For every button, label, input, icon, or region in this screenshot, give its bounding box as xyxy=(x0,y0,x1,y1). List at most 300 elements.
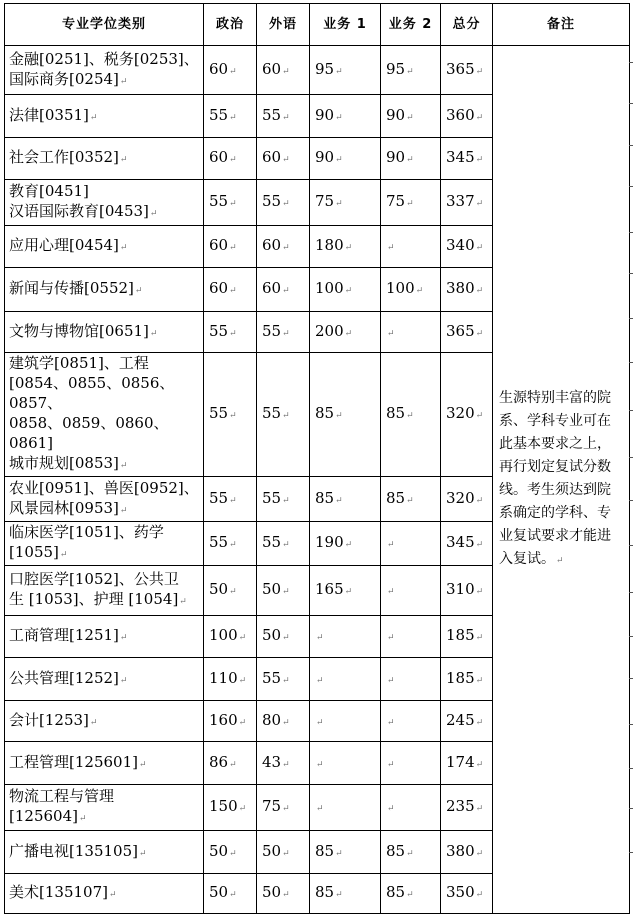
cell-subject2 xyxy=(381,616,441,658)
cell-category xyxy=(5,180,204,226)
paragraph-mark: ↵ xyxy=(282,66,290,77)
paragraph-mark: ↵ xyxy=(138,759,147,770)
edge-tick xyxy=(629,145,633,146)
cell-text: 90 xyxy=(315,105,335,124)
cell-text: 广播电视[135105] xyxy=(9,841,138,860)
cell-text: 90 xyxy=(386,148,406,166)
paragraph-mark: ↵ xyxy=(282,804,290,814)
cell-subject2 xyxy=(381,831,441,874)
cell-text: 180 xyxy=(315,236,344,254)
paragraph-mark: ↵ xyxy=(282,155,290,165)
cell-language xyxy=(257,874,310,914)
paragraph-mark: ↵ xyxy=(119,461,128,471)
paragraph-mark: ↵ xyxy=(344,243,353,253)
cell-category xyxy=(5,138,204,180)
cell-text: 文物与博物馆[0651] xyxy=(9,321,149,340)
cell-text: 365 xyxy=(446,321,475,340)
edge-tick xyxy=(629,410,633,411)
cell-text: 345 xyxy=(446,148,475,166)
paragraph-mark: ↵ xyxy=(406,848,414,859)
cell-text: 190 xyxy=(315,533,344,551)
cell-text: 245 xyxy=(446,710,475,729)
paragraph-mark: ↵ xyxy=(387,717,395,728)
cell-text: 60 xyxy=(209,148,229,166)
cell-total xyxy=(441,180,493,226)
paragraph-mark: ↵ xyxy=(475,411,484,421)
cell-category xyxy=(5,616,204,658)
paragraph-mark: ↵ xyxy=(229,759,237,770)
edge-tick xyxy=(629,724,633,725)
cell-subject1 xyxy=(310,477,381,522)
cell-politics xyxy=(204,616,257,658)
cell-text: 物流工程与管理 [125604] xyxy=(9,787,115,825)
cell-category xyxy=(5,831,204,874)
cell-total xyxy=(441,616,493,658)
paragraph-mark: ↵ xyxy=(229,199,237,209)
paragraph-mark: ↵ xyxy=(59,550,68,560)
paragraph-mark: ↵ xyxy=(316,759,324,770)
score-table xyxy=(4,3,630,914)
paragraph-mark: ↵ xyxy=(149,209,158,219)
cell-text: 85 xyxy=(315,841,335,860)
header-category: 专业学位类别 xyxy=(5,4,204,46)
cell-subject1 xyxy=(310,180,381,226)
cell-subject2 xyxy=(381,226,441,268)
cell-text: 75 xyxy=(315,192,335,210)
cell-subject1 xyxy=(310,874,381,914)
cell-category xyxy=(5,658,204,701)
cell-subject2 xyxy=(381,742,441,785)
cell-text: 会计[1253] xyxy=(9,710,89,729)
cell-subject2 xyxy=(381,785,441,831)
cell-subject1 xyxy=(310,138,381,180)
cell-text: 85 xyxy=(386,841,406,860)
paragraph-mark: ↵ xyxy=(238,675,247,686)
paragraph-mark: ↵ xyxy=(387,587,395,597)
cell-text: 农业[0951]、兽医[0952]、 风景园林[0953] xyxy=(9,478,199,517)
cell-text: 85 xyxy=(386,488,406,507)
paragraph-mark: ↵ xyxy=(138,848,147,859)
cell-politics xyxy=(204,353,257,477)
paragraph-mark: ↵ xyxy=(282,199,290,209)
paragraph-mark: ↵ xyxy=(108,890,117,900)
cell-text: 55 xyxy=(262,192,282,210)
cell-category xyxy=(5,226,204,268)
paragraph-mark: ↵ xyxy=(335,66,343,77)
paragraph-mark: ↵ xyxy=(335,495,343,506)
cell-subject1 xyxy=(310,268,381,312)
edge-tick xyxy=(629,545,633,546)
paragraph-mark: ↵ xyxy=(78,814,87,824)
paragraph-mark: ↵ xyxy=(282,717,290,728)
paragraph-mark: ↵ xyxy=(282,495,290,506)
cell-text: 90 xyxy=(386,105,406,124)
paragraph-mark: ↵ xyxy=(119,505,128,516)
cell-politics xyxy=(204,312,257,353)
paragraph-mark: ↵ xyxy=(149,328,158,339)
cell-text: 85 xyxy=(315,883,335,901)
header-note: 备注 xyxy=(493,4,630,46)
cell-language xyxy=(257,522,310,566)
edge-tick xyxy=(629,636,633,637)
paragraph-mark: ↵ xyxy=(344,540,353,550)
paragraph-mark: ↵ xyxy=(335,112,343,123)
paragraph-mark: ↵ xyxy=(406,411,414,421)
paragraph-mark: ↵ xyxy=(475,587,484,597)
edge-tick xyxy=(629,808,633,809)
cell-text: 185 xyxy=(446,668,475,687)
cell-language xyxy=(257,180,310,226)
edge-tick xyxy=(629,852,633,853)
cell-text: 55 xyxy=(209,321,229,340)
paragraph-mark: ↵ xyxy=(282,286,290,296)
edge-tick xyxy=(629,232,633,233)
paragraph-mark: ↵ xyxy=(229,328,237,339)
cell-text: 337 xyxy=(446,192,475,210)
cell-text: 235 xyxy=(446,797,475,815)
paragraph-mark: ↵ xyxy=(229,155,237,165)
cell-text: 380 xyxy=(446,841,475,860)
edge-tick xyxy=(629,186,633,187)
cell-politics xyxy=(204,658,257,701)
cell-text: 工程管理[125601] xyxy=(9,752,138,771)
note-cell xyxy=(493,46,630,914)
cell-text: 100 xyxy=(209,626,238,644)
paragraph-mark: ↵ xyxy=(335,155,343,165)
paragraph-mark: ↵ xyxy=(282,633,290,643)
cell-politics xyxy=(204,831,257,874)
cell-category xyxy=(5,477,204,522)
paragraph-mark: ↵ xyxy=(406,495,414,506)
cell-text: 310 xyxy=(446,580,475,598)
cell-category xyxy=(5,522,204,566)
cell-text: 应用心理[0454] xyxy=(9,236,119,254)
cell-subject1 xyxy=(310,658,381,701)
cell-text: 320 xyxy=(446,488,475,507)
paragraph-mark: ↵ xyxy=(119,675,128,686)
cell-subject1 xyxy=(310,312,381,353)
paragraph-mark: ↵ xyxy=(89,717,98,728)
paragraph-mark: ↵ xyxy=(229,540,237,550)
header-total: 总分 xyxy=(441,4,493,46)
cell-total xyxy=(441,522,493,566)
paragraph-mark: ↵ xyxy=(282,587,290,597)
cell-text: 185 xyxy=(446,626,475,644)
cell-text: 95 xyxy=(315,59,335,78)
cell-text: 55 xyxy=(209,404,229,422)
cell-text: 60 xyxy=(262,279,282,297)
header-row xyxy=(5,4,630,46)
cell-text: 50 xyxy=(262,580,282,598)
cell-text: 美术[135107] xyxy=(9,883,108,901)
paragraph-mark: ↵ xyxy=(238,804,247,814)
cell-total xyxy=(441,312,493,353)
cell-subject1 xyxy=(310,522,381,566)
cell-language xyxy=(257,616,310,658)
paragraph-mark: ↵ xyxy=(316,675,324,686)
cell-text: 建筑学[0851]、工程 [0854、0855、0856、0857、 0858、0859、0860、0861] 城市规划[0853] xyxy=(9,354,175,472)
cell-total xyxy=(441,658,493,701)
paragraph-mark: ↵ xyxy=(475,112,484,123)
paragraph-mark: ↵ xyxy=(556,555,564,566)
cell-total xyxy=(441,874,493,914)
paragraph-mark: ↵ xyxy=(475,243,484,253)
cell-politics xyxy=(204,874,257,914)
cell-category xyxy=(5,353,204,477)
cell-total xyxy=(441,831,493,874)
cell-subject1 xyxy=(310,353,381,477)
cell-language xyxy=(257,138,310,180)
paragraph-mark: ↵ xyxy=(282,411,290,421)
paragraph-mark: ↵ xyxy=(238,717,247,728)
cell-subject2 xyxy=(381,566,441,616)
cell-subject2 xyxy=(381,46,441,95)
paragraph-mark: ↵ xyxy=(475,199,484,209)
cell-text: 110 xyxy=(209,668,238,687)
cell-text: 340 xyxy=(446,236,475,254)
paragraph-mark: ↵ xyxy=(119,633,128,643)
paragraph-mark: ↵ xyxy=(475,633,484,643)
cell-text: 50 xyxy=(209,841,229,860)
paragraph-mark: ↵ xyxy=(179,597,187,607)
cell-text: 90 xyxy=(315,148,335,166)
cell-text: 法律[0351] xyxy=(9,105,89,124)
cell-politics xyxy=(204,566,257,616)
cell-text: 85 xyxy=(386,883,406,901)
cell-text: 43 xyxy=(262,752,282,771)
paragraph-mark: ↵ xyxy=(282,328,290,339)
cell-subject2 xyxy=(381,312,441,353)
cell-text: 55 xyxy=(262,488,282,507)
paragraph-mark: ↵ xyxy=(344,587,353,597)
header-politics: 政治 xyxy=(204,4,257,46)
cell-politics xyxy=(204,701,257,742)
cell-category xyxy=(5,312,204,353)
paragraph-mark: ↵ xyxy=(475,717,484,728)
cell-text: 174 xyxy=(446,752,475,771)
paragraph-mark: ↵ xyxy=(475,804,484,814)
cell-subject2 xyxy=(381,268,441,312)
paragraph-mark: ↵ xyxy=(406,199,414,209)
paragraph-mark: ↵ xyxy=(229,66,237,77)
cell-language xyxy=(257,742,310,785)
header-language: 外语 xyxy=(257,4,310,46)
cell-text: 60 xyxy=(209,236,229,254)
paragraph-mark: ↵ xyxy=(406,66,414,77)
cell-subject2 xyxy=(381,180,441,226)
cell-subject2 xyxy=(381,522,441,566)
cell-text: 口腔医学[1052]、公共卫 生 [1053]、护理 [1054] xyxy=(9,570,179,608)
cell-text: 公共管理[1252] xyxy=(9,668,119,687)
paragraph-mark: ↵ xyxy=(282,848,290,859)
cell-text: 380 xyxy=(446,279,475,297)
cell-language xyxy=(257,566,310,616)
cell-category xyxy=(5,701,204,742)
edge-tick xyxy=(629,362,633,363)
cell-language xyxy=(257,226,310,268)
cell-politics xyxy=(204,226,257,268)
cell-politics xyxy=(204,477,257,522)
cell-subject1 xyxy=(310,95,381,138)
paragraph-mark: ↵ xyxy=(475,286,484,296)
cell-total xyxy=(441,95,493,138)
cell-text: 55 xyxy=(262,668,282,687)
paragraph-mark: ↵ xyxy=(335,199,343,209)
cell-text: 55 xyxy=(262,533,282,551)
paragraph-mark: ↵ xyxy=(229,243,237,253)
table-row xyxy=(5,46,630,95)
paragraph-mark: ↵ xyxy=(475,540,484,550)
paragraph-mark: ↵ xyxy=(238,633,247,643)
paragraph-mark: ↵ xyxy=(119,155,128,165)
paragraph-mark: ↵ xyxy=(282,112,290,123)
cell-text: 80 xyxy=(262,710,282,729)
cell-total xyxy=(441,477,493,522)
cell-text: 85 xyxy=(315,488,335,507)
paragraph-mark: ↵ xyxy=(335,848,343,859)
cell-total xyxy=(441,138,493,180)
cell-text: 50 xyxy=(209,580,229,598)
paragraph-mark: ↵ xyxy=(229,411,237,421)
cell-text: 200 xyxy=(315,321,344,340)
cell-text: 75 xyxy=(386,192,406,210)
cell-subject1 xyxy=(310,616,381,658)
cell-text: 60 xyxy=(262,59,282,78)
paragraph-mark: ↵ xyxy=(282,759,290,770)
paragraph-mark: ↵ xyxy=(387,540,395,550)
cell-politics xyxy=(204,95,257,138)
cell-text: 60 xyxy=(262,148,282,166)
paragraph-mark: ↵ xyxy=(229,890,237,900)
paragraph-mark: ↵ xyxy=(119,76,128,87)
cell-text: 55 xyxy=(209,192,229,210)
paragraph-mark: ↵ xyxy=(406,155,414,165)
cell-text: 社会工作[0352] xyxy=(9,148,119,166)
cell-text: 85 xyxy=(386,404,406,422)
cell-text: 50 xyxy=(209,883,229,901)
cell-text: 金融[0251]、税务[0253]、 国际商务[0254] xyxy=(9,49,199,88)
header-subject1: 业务 1 xyxy=(310,4,381,46)
cell-total xyxy=(441,566,493,616)
paragraph-mark: ↵ xyxy=(335,411,343,421)
cell-language xyxy=(257,785,310,831)
cell-total xyxy=(441,226,493,268)
cell-language xyxy=(257,477,310,522)
cell-category xyxy=(5,742,204,785)
paragraph-mark: ↵ xyxy=(229,848,237,859)
cell-subject1 xyxy=(310,785,381,831)
edge-tick xyxy=(629,592,633,593)
paragraph-mark: ↵ xyxy=(316,804,324,814)
cell-politics xyxy=(204,46,257,95)
page-edge xyxy=(629,0,633,889)
cell-category xyxy=(5,566,204,616)
paragraph-mark: ↵ xyxy=(316,717,324,728)
paragraph-mark: ↵ xyxy=(282,890,290,900)
cell-subject2 xyxy=(381,874,441,914)
paragraph-mark: ↵ xyxy=(229,495,237,506)
cell-text: 150 xyxy=(209,797,238,815)
cell-language xyxy=(257,831,310,874)
cell-language xyxy=(257,701,310,742)
cell-total xyxy=(441,353,493,477)
paragraph-mark: ↵ xyxy=(475,328,484,339)
paragraph-mark: ↵ xyxy=(475,848,484,859)
cell-total xyxy=(441,785,493,831)
cell-text: 60 xyxy=(209,279,229,297)
cell-language xyxy=(257,658,310,701)
paragraph-mark: ↵ xyxy=(344,286,353,296)
cell-subject2 xyxy=(381,701,441,742)
cell-category xyxy=(5,785,204,831)
cell-text: 55 xyxy=(209,533,229,551)
cell-text: 100 xyxy=(386,279,415,297)
cell-total xyxy=(441,742,493,785)
cell-language xyxy=(257,46,310,95)
paragraph-mark: ↵ xyxy=(406,890,414,900)
paragraph-mark: ↵ xyxy=(387,804,395,814)
cell-text: 50 xyxy=(262,841,282,860)
cell-total xyxy=(441,46,493,95)
cell-politics xyxy=(204,268,257,312)
cell-language xyxy=(257,268,310,312)
cell-total xyxy=(441,268,493,312)
cell-text: 86 xyxy=(209,752,229,771)
cell-text: 教育[0451] 汉语国际教育[0453] xyxy=(9,182,149,220)
cell-subject1 xyxy=(310,831,381,874)
paragraph-mark: ↵ xyxy=(387,243,395,253)
cell-subject1 xyxy=(310,701,381,742)
cell-text: 95 xyxy=(386,59,406,78)
edge-tick xyxy=(629,103,633,104)
cell-text: 50 xyxy=(262,626,282,644)
paragraph-mark: ↵ xyxy=(415,286,424,296)
cell-subject2 xyxy=(381,95,441,138)
edge-tick xyxy=(629,768,633,769)
paragraph-mark: ↵ xyxy=(344,328,353,339)
edge-tick xyxy=(629,500,633,501)
cell-text: 临床医学[1051]、药学 [1055] xyxy=(9,523,164,561)
paragraph-mark: ↵ xyxy=(387,633,395,643)
cell-politics xyxy=(204,742,257,785)
paragraph-mark: ↵ xyxy=(229,286,237,296)
cell-politics xyxy=(204,785,257,831)
paragraph-mark: ↵ xyxy=(406,112,414,123)
cell-category xyxy=(5,874,204,914)
paragraph-mark: ↵ xyxy=(282,675,290,686)
paragraph-mark: ↵ xyxy=(387,328,395,339)
edge-tick xyxy=(629,318,633,319)
cell-category xyxy=(5,268,204,312)
note-text: 生源特别丰富的院系、学科专业可在此基本要求之上，再行划定复试分数线。考生须达到院系确定的学科、专业复试要求才能进入复试。 xyxy=(499,389,611,567)
cell-text: 75 xyxy=(262,797,282,815)
cell-language xyxy=(257,95,310,138)
cell-total xyxy=(441,701,493,742)
paragraph-mark: ↵ xyxy=(387,675,395,686)
edge-tick xyxy=(629,62,633,63)
paragraph-mark: ↵ xyxy=(475,155,484,165)
paragraph-mark: ↵ xyxy=(119,243,128,253)
cell-text: 55 xyxy=(262,321,282,340)
cell-category xyxy=(5,95,204,138)
cell-subject2 xyxy=(381,353,441,477)
cell-text: 160 xyxy=(209,710,238,729)
cell-politics xyxy=(204,180,257,226)
paragraph-mark: ↵ xyxy=(475,759,484,770)
cell-text: 85 xyxy=(315,404,335,422)
cell-text: 50 xyxy=(262,883,282,901)
cell-text: 350 xyxy=(446,883,475,901)
